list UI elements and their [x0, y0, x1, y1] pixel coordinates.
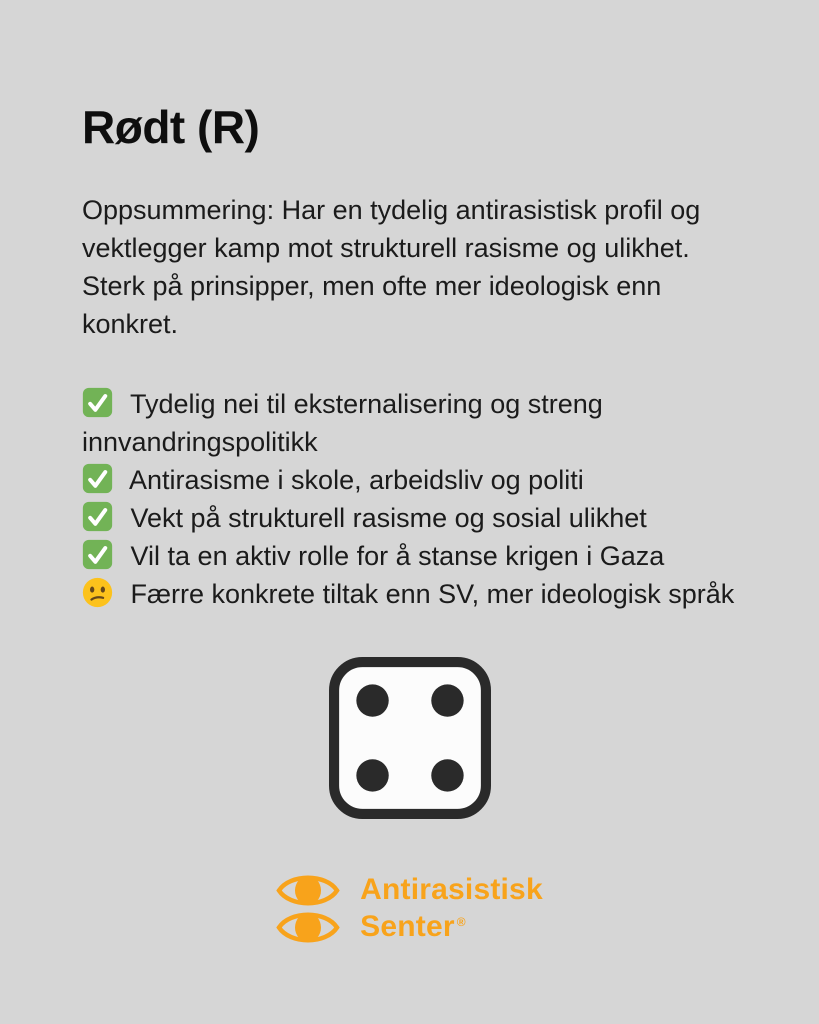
list-item	[82, 575, 783, 613]
check-icon	[82, 463, 113, 494]
list-item-label: Tydelig nei til eksternalisering og streng innvandringspolitikk	[82, 388, 603, 457]
list-item	[82, 461, 783, 499]
dice-rating	[0, 657, 819, 819]
page-title: Rødt (R)	[82, 101, 260, 153]
list-item	[82, 537, 783, 575]
list-item	[82, 499, 783, 537]
summary-text: Oppsummering: Har en tydelig antirasistisk profil og vektlegger kamp mot strukturell rasisme og ulikhet. Sterk på prinsipper, men ofte mer ideologisk enn konkret.	[82, 194, 701, 339]
dice-four-icon	[329, 657, 491, 819]
org-logo	[0, 869, 819, 949]
logo-text-line2: Senter	[360, 910, 455, 944]
logo-text-line1: Antirasistisk	[360, 873, 543, 907]
check-icon	[82, 501, 113, 532]
list-item-label: Færre konkrete tiltak enn SV, mer ideologisk språk	[130, 578, 735, 609]
bullet-list	[0, 343, 819, 613]
check-icon	[82, 539, 113, 570]
list-item	[82, 385, 783, 461]
check-icon	[82, 387, 113, 418]
registered-trademark-mark: ®	[456, 915, 466, 930]
list-item-label: Antirasisme i skole, arbeidsliv og politi	[129, 464, 584, 495]
list-item-label: Vekt på strukturell rasisme og sosial ulikhet	[130, 502, 647, 533]
double-eye-logo-icon	[276, 869, 340, 949]
list-item-label: Vil ta en aktiv rolle for å stanse krigen i Gaza	[130, 540, 665, 571]
org-logo-text	[360, 874, 543, 943]
confused-face-icon	[82, 577, 113, 608]
